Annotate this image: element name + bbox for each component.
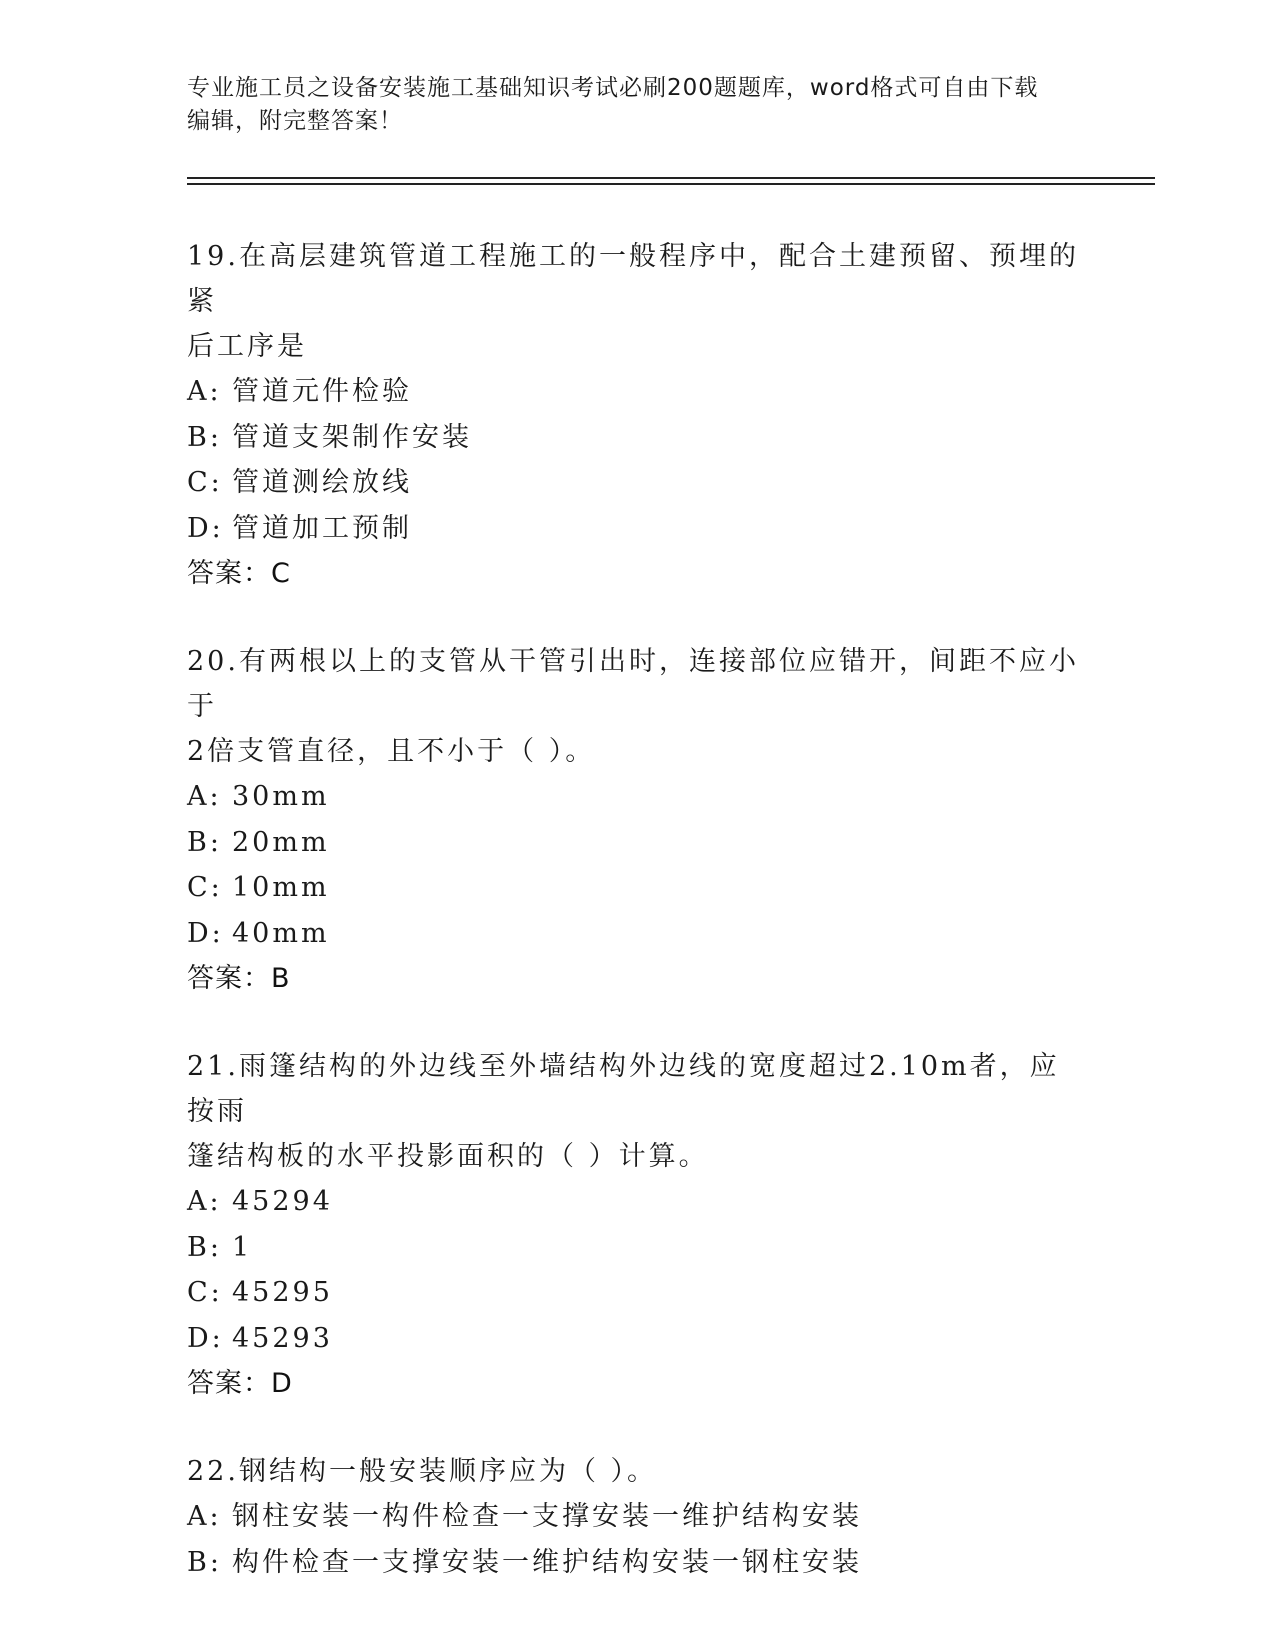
option-letter: C: xyxy=(187,872,223,903)
option-a xyxy=(187,774,1087,820)
header-line-2: 编辑，附完整答案！ xyxy=(187,108,403,134)
option-d xyxy=(187,1316,1087,1362)
question-21 xyxy=(187,1044,1087,1407)
option-letter: B: xyxy=(187,826,222,858)
option-letter: A: xyxy=(187,1186,222,1217)
option-letter: B: xyxy=(187,421,222,453)
option-letter: A: xyxy=(187,376,222,407)
header-divider-bottom xyxy=(187,183,1155,185)
option-b xyxy=(187,415,1087,461)
option-c xyxy=(187,460,1087,506)
option-text: 管道支架制作安装 xyxy=(232,421,472,453)
option-letter: A: xyxy=(187,781,222,812)
option-text: 45294 xyxy=(232,1186,333,1217)
answer-line: 答案：C xyxy=(187,558,291,589)
option-text: 钢柱安装一构件检查一支撑安装一维护结构安装 xyxy=(232,1501,862,1532)
option-letter: D: xyxy=(187,917,224,949)
question-stem-line-2: 2倍支管直径，且不小于（ ）。 xyxy=(187,736,596,767)
option-text: 45293 xyxy=(232,1322,333,1354)
question-stem-line-1: 19.在高层建筑管道工程施工的一般程序中，配合土建预留、预埋的紧 xyxy=(187,241,1079,317)
option-letter: A: xyxy=(187,1501,222,1532)
option-c xyxy=(187,1270,1087,1316)
option-a xyxy=(187,369,1087,415)
document-header xyxy=(187,72,1067,138)
option-d xyxy=(187,911,1087,957)
option-text: 45295 xyxy=(232,1277,333,1308)
header-line-1: 专业施工员之设备安装施工基础知识考试必刷200题题库，word格式可自由下载 xyxy=(187,75,1039,101)
option-text: 40mm xyxy=(232,917,330,949)
option-letter: C: xyxy=(187,1277,223,1308)
option-b xyxy=(187,820,1087,866)
option-letter: C: xyxy=(187,467,223,498)
question-stem xyxy=(187,1044,1087,1179)
answer-line: 答案：B xyxy=(187,963,291,994)
question-20 xyxy=(187,639,1087,1002)
option-letter: D: xyxy=(187,1322,224,1354)
option-letter: B: xyxy=(187,1231,222,1263)
header-divider-top xyxy=(187,177,1155,179)
option-text: 20mm xyxy=(232,826,330,858)
question-19 xyxy=(187,234,1087,597)
question-stem xyxy=(187,1449,1087,1494)
option-text: 10mm xyxy=(232,872,330,903)
option-d xyxy=(187,506,1087,552)
question-stem-line-2: 篷结构板的水平投影面积的（ ）计算。 xyxy=(187,1141,709,1172)
option-b xyxy=(187,1225,1087,1271)
option-text: 30mm xyxy=(232,781,330,812)
option-text: 管道测绘放线 xyxy=(232,467,412,498)
question-22 xyxy=(187,1449,1087,1585)
option-text: 管道加工预制 xyxy=(232,512,412,544)
answer-line: 答案：D xyxy=(187,1368,293,1399)
option-letter: D: xyxy=(187,512,224,544)
option-text: 1 xyxy=(232,1231,253,1263)
question-stem xyxy=(187,234,1087,369)
option-text: 构件检查一支撑安装一维护结构安装一钢柱安装 xyxy=(232,1546,862,1578)
option-letter: B: xyxy=(187,1546,222,1578)
question-stem xyxy=(187,639,1087,774)
question-list xyxy=(187,234,1087,1627)
question-stem-line-2: 后工序是 xyxy=(187,331,307,362)
question-stem-line-1: 21.雨篷结构的外边线至外墙结构外边线的宽度超过2.10m者，应按雨 xyxy=(187,1051,1060,1127)
option-a xyxy=(187,1179,1087,1225)
option-b xyxy=(187,1540,1087,1586)
option-text: 管道元件检验 xyxy=(232,376,412,407)
option-a xyxy=(187,1494,1087,1540)
question-stem-line-1: 22.钢结构一般安装顺序应为（ ）。 xyxy=(187,1456,658,1487)
option-c xyxy=(187,865,1087,911)
question-stem-line-1: 20.有两根以上的支管从干管引出时，连接部位应错开，间距不应小于 xyxy=(187,646,1079,722)
